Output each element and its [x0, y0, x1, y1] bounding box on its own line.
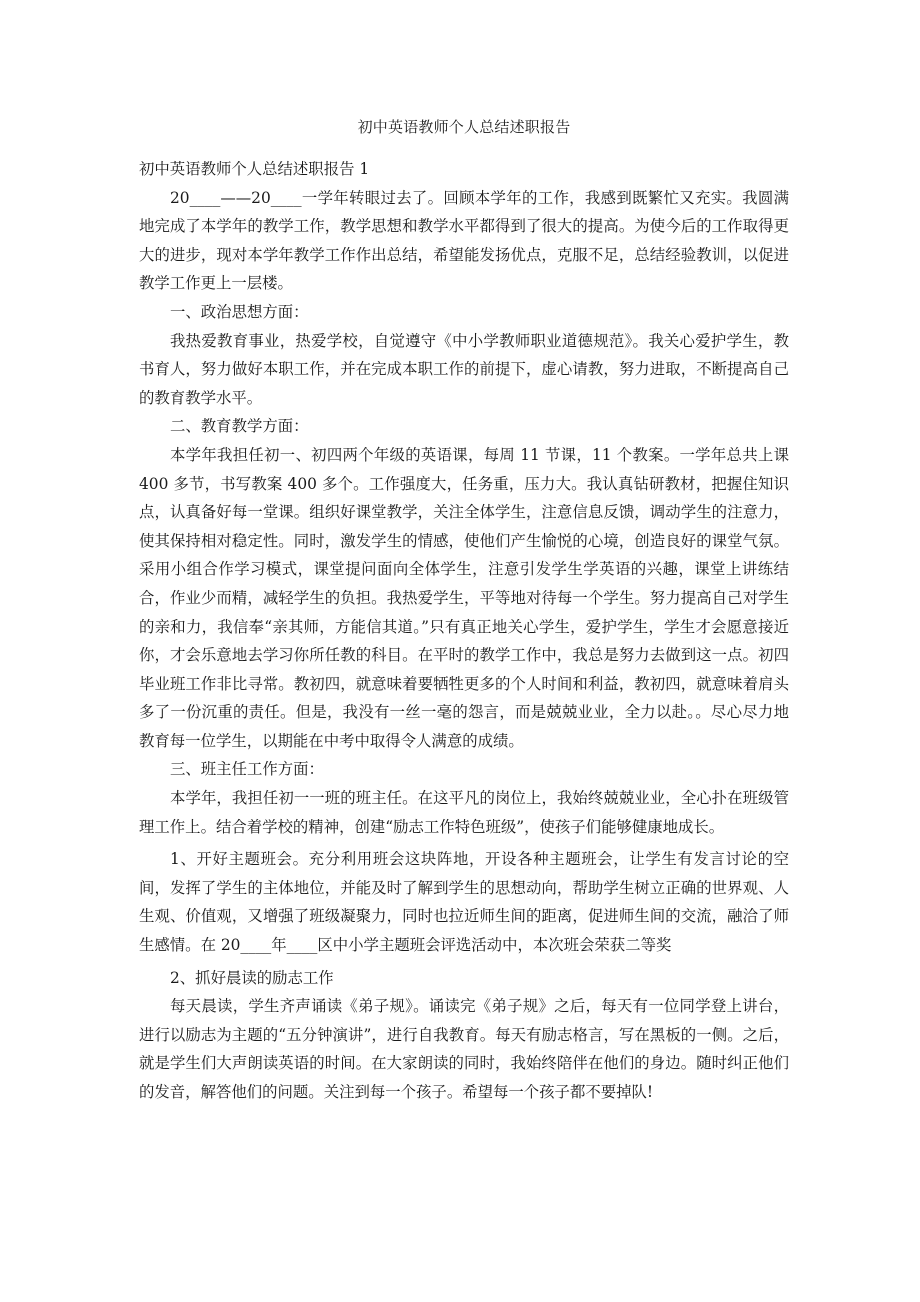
- document-title: 初中英语教师个人总结述职报告: [357, 118, 571, 136]
- section-heading-political: 一、政治思想方面：: [170, 302, 309, 321]
- section-heading-teaching: 二、教育教学方面：: [170, 417, 309, 436]
- section-body-political: 我热爱教育事业，热爱学校，自觉遵守《中小学教师职业道德规范》。我关心爱护学生，教书育人，努力做好本职工作，并在完成本职工作的前提下，虚心请教，努力进取，不断提高自己的教育教学水平。: [139, 331, 789, 407]
- section-heading-class-teacher: 三、班主任工作方面：: [170, 760, 324, 779]
- list-item-body-morning-reading: 每天晨读，学生齐声诵读《弟子规》。诵读完《弟子规》之后，每天有一位同学登上讲台，进行以励志为主题的“五分钟演讲”，进行自我教育。每天有励志格言，写在黑板的一侧。之后，就是学生们大声朗读英语的时间。在大家朗读的同时，我始终陪伴在他们的身边。随时纠正他们的发音，解答他们的问题。关注到每一个孩子。希望每一个孩子都不要掉队!: [139, 997, 789, 1101]
- document-body: [139, 155, 789, 1107]
- section-body-class-teacher: 本学年，我担任初一一班的班主任。在这平凡的岗位上，我始终兢兢业业，全心扑在班级管理工作上。结合着学校的精神，创建“励志工作特色班级”，使孩子们能够健康地成长。: [139, 789, 789, 836]
- document-subtitle: 初中英语教师个人总结述职报告 1: [139, 160, 370, 178]
- list-item-theme-meeting: 1、开好主题班会。充分利用班会这块阵地，开设各种主题班会，让学生有发言讨论的空间，发挥了学生的主体地位，并能及时了解到学生的思想动向，帮助学生树立正确的世界观、人生观、价值观，又增强了班级凝聚力，同时也拉近师生间的距离，促进师生间的交流，融洽了师生感情。在 20____年____区中小学主题班会评选活动中，本次班会荣获二等奖: [139, 850, 789, 955]
- intro-paragraph: 20____——20____一学年转眼过去了。回顾本学年的工作，我感到既繁忙又充实。我圆满地完成了本学年的教学工作，教学思想和教学水平都得到了很大的提高。为使今后的工作取得更大的进步，现对本学年教学工作作出总结，希望能发扬优点，克服不足，总结经验教训，以促进教学工作更上一层楼。: [139, 188, 789, 293]
- list-item-heading-morning-reading: 2、抓好晨读的励志工作: [170, 968, 334, 987]
- section-body-teaching: 本学年我担任初一、初四两个年级的英语课，每周 11 节课，11 个教案。一学年总共上课 400 多节，书写教案 400 多个。工作强度大，任务重，压力大。我认真钻研教材，把握住知识点，认真备好每一堂课。组织好课堂教学，关注全体学生，注意信息反馈，调动学生的注意力，使其保持相对稳定性。同时，激发学生的情感，使他们产生愉悦的心境，创造良好的课堂气氛。采用小组合作学习模式，课堂提问面向全体学生，注意引发学生学英语的兴趣，课堂上讲练结合，作业少而精，减轻学生的负担。我热爱学生，平等地对待每一个学生。努力提高自己对学生的亲和力，我信奉“亲其师，方能信其道。”只有真正地关心学生，爱护学生，学生才会愿意接近你，才会乐意地去学习你所任教的科目。在平时的教学工作中，我总是努力去做到这一点。初四毕业班工作非比寻常。教初四，就意味着要牺牲更多的个人时间和利益，教初四，就意味着肩头多了一份沉重的责任。但是，我没有一丝一毫的怨言，而是兢兢业业，全力以赴。。尽心尽力地教育每一位学生，以期能在中考中取得令人满意的成绩。: [139, 445, 789, 750]
